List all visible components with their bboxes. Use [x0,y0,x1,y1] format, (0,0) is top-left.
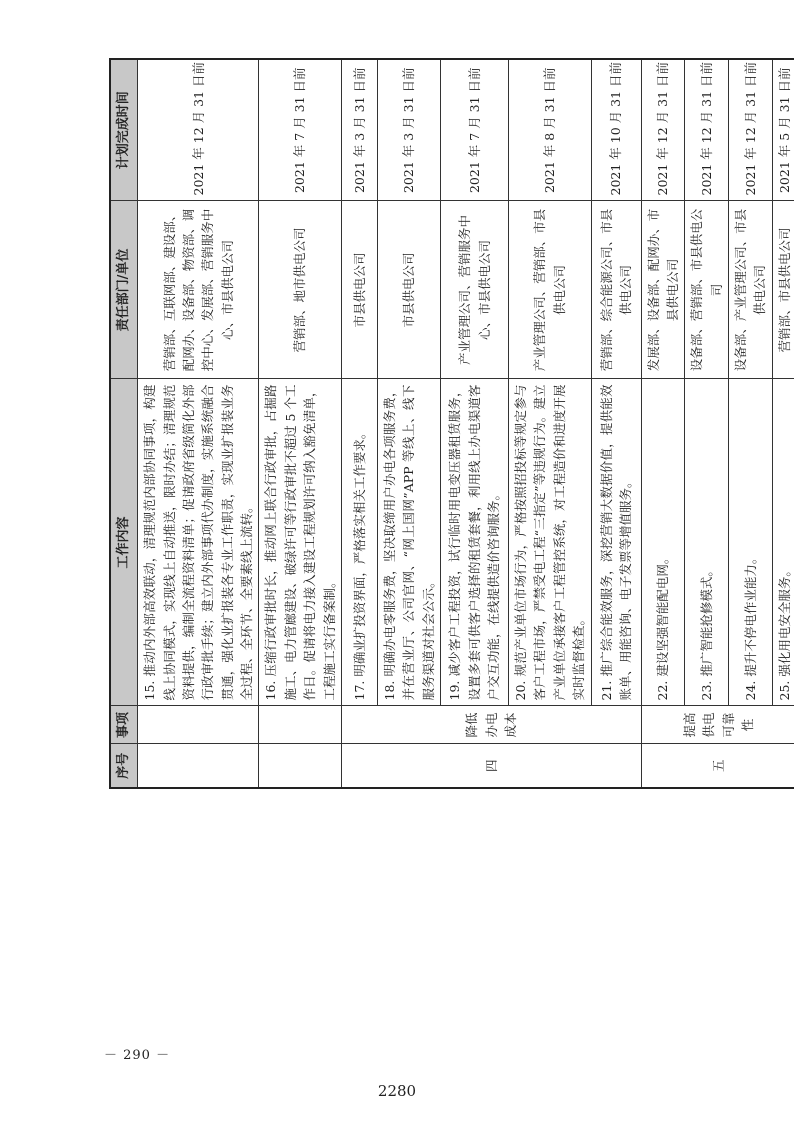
dept-cell: 发展部、设备部、配网办、市县供电公司 [641,201,685,379]
time-cell: 2021 年 5 月 31 日前 [772,59,794,201]
table-header-row [110,59,138,788]
header-seq: 序号 [110,744,138,788]
item-cell-empty [259,706,342,744]
table-row [259,59,342,788]
dept-cell: 营销部、地市供电公司 [259,201,342,379]
rotated-table-container [109,60,792,789]
time-cell: 2021 年 7 月 31 日前 [259,59,342,201]
time-cell: 2021 年 10 月 31 日前 [591,59,641,201]
content-cell: 19. 减少客户工程投资，试行临时用电变压器租赁服务，设置多套可供客户选择的租赁套餐，利用线上办电渠道客户交互功能，在线提供造价咨询服务。 [441,379,509,706]
header-time: 计划完成时间 [110,59,138,201]
dept-cell: 市县供电公司 [377,201,440,379]
content-cell: 18. 明确办电零服务费，坚决取缔用户办电各项服务费，并在营业厅、公司官网、“网上国网”APP 等线上、线下服务渠道对社会公示。 [377,379,440,706]
table-row [772,59,794,788]
rotated-table-frame [109,60,792,789]
content-cell: 22. 建设坚强智能配电网。 [641,379,685,706]
header-content: 工作内容 [110,379,138,706]
table-row [441,59,509,788]
table-row [377,59,440,788]
dept-cell: 营销部、互联网部、建设部、配网办、设备部、物资部、调控中心、发展部、营销服务中心、市县供电公司 [138,201,259,379]
time-cell: 2021 年 3 月 31 日前 [377,59,440,201]
content-cell: 21. 推广综合能效服务，深挖营销大数据价值，提供能效账单、用能咨询、电子发票等增值服务。 [591,379,641,706]
content-cell: 25. 强化用电安全服务。 [772,379,794,706]
item-cell-reliability: 提高供电可靠性 [641,706,794,744]
dept-cell: 设备部、产业管理公司、市县供电公司 [729,201,773,379]
document-number: 2280 [377,1082,417,1100]
content-cell: 17. 明确业扩投资界面，严格落实相关工作要求。 [341,379,377,706]
table-row [341,59,377,788]
dept-cell: 市县供电公司 [341,201,377,379]
time-cell: 2021 年 7 月 31 日前 [441,59,509,201]
seq-cell-four: 四 [341,744,641,788]
table-row [641,59,685,788]
time-cell: 2021 年 12 月 31 日前 [685,59,729,201]
page-number: － 290 － [104,1048,171,1063]
time-cell: 2021 年 8 月 31 日前 [509,59,592,201]
content-cell: 23. 推广智能抢修模式。 [685,379,729,706]
header-item: 事项 [110,706,138,744]
item-cell-empty [138,706,259,744]
dept-cell: 营销部、市县供电公司 [772,201,794,379]
seq-cell-empty [138,744,259,788]
dept-cell: 产业管理公司、营销服务中心、市县供电公司 [441,201,509,379]
dept-cell: 营销部、综合能源公司、市县供电公司 [591,201,641,379]
time-cell: 2021 年 12 月 31 日前 [641,59,685,201]
table-row [591,59,641,788]
table-row [685,59,729,788]
time-cell: 2021 年 3 月 31 日前 [341,59,377,201]
seq-cell-five: 五 [641,744,794,788]
content-cell: 16. 压缩行政审批时长，推动网上联合行政审批，占掘路施工、电力管廊建设、破绿许可等行政审批不超过 5 个工作日。促请将电力接入建设工程规划许可纳入豁免清单，工程施工实行备案制。 [259,379,342,706]
time-cell: 2021 年 12 月 31 日前 [138,59,259,201]
header-dept: 责任部门/单位 [110,201,138,379]
table-row [509,59,592,788]
item-cell-reduce-cost: 降低办电成本 [341,706,641,744]
dept-cell: 产业管理公司、营销部、市县供电公司 [509,201,592,379]
table-row [138,59,259,788]
time-cell: 2021 年 12 月 31 日前 [729,59,773,201]
dept-cell: 设备部、营销部、市县供电公司 [685,201,729,379]
content-cell: 15. 推动内外部高效联动，清理规范内部协同事项，构建线上协同模式，实现线上自动推送，限时办结；清理规范资料提供，编制全流程资料清单；促请政府省级简化外部行政审批手续；建立内外部事项代办制度，实施系统融合贯通，强化业扩报装各专业工作职责，实现业扩报装业务全过程、全环节、全要素线上流转。 [138,379,259,706]
work-plan-table [109,58,794,789]
content-cell: 20. 规范产业单位市场行为，严格按照招投标等规定参与客户工程市场，严禁受电工程“三指定”等违规行为。建立产业单位承接客户工程管控系统，对工程造价和进度开展实时监督检查。 [509,379,592,706]
table-row [729,59,773,788]
seq-cell-empty [259,744,342,788]
content-cell: 24. 提升不停电作业能力。 [729,379,773,706]
